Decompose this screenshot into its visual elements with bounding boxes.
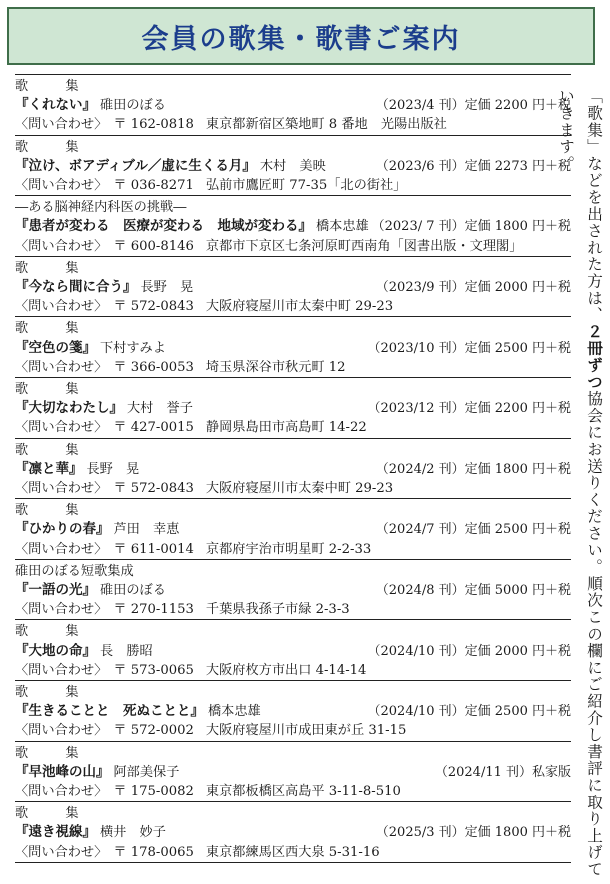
entry-zip: 〒 572-0843 <box>113 299 194 315</box>
entry-zip: 〒 611-0014 <box>113 541 194 557</box>
entry-category: 歌 集 <box>15 381 91 397</box>
entry-category: 歌 集 <box>15 624 91 640</box>
entry-title: 『今なら間に合う』 <box>15 278 137 295</box>
entry-title: 『凛と華』 <box>15 460 83 477</box>
entry-address: 弘前市鷹匠町 77-35「北の街社」 <box>205 177 407 193</box>
contact-label: 〈問い合わせ〉 <box>15 783 108 799</box>
note-text-2: 協会にお送りください。順次この欄にご紹介し書評に取り上げていきます。 <box>557 88 603 878</box>
entry-category: 歌 集 <box>15 745 91 761</box>
entry-zip: 〒 178-0065 <box>113 844 194 860</box>
book-entry <box>15 378 571 439</box>
entry-zip: 〒 162-0818 <box>113 117 194 133</box>
entry-address: 千葉県我孫子市緑 2-3-3 <box>205 602 350 618</box>
header-banner <box>7 7 595 65</box>
contact-label: 〈問い合わせ〉 <box>15 117 108 133</box>
entry-author: 碓田のぼる <box>100 582 166 598</box>
entry-title: 『生きることと 死ぬことと』 <box>15 703 204 720</box>
entry-date-price: （2024/10 刊）定価 2500 円＋税 <box>367 704 571 720</box>
page-title: 会員の歌集・歌書ご案内 <box>141 23 461 55</box>
note-emphasis: ２冊ずつ <box>585 323 603 391</box>
entry-category: 歌 集 <box>15 79 91 94</box>
entry-category: 歌 集 <box>15 260 91 276</box>
book-entry <box>15 196 571 257</box>
entry-author: 長野 晃 <box>86 461 140 477</box>
entry-title: 『一語の光』 <box>15 581 96 598</box>
entry-category: 歌 集 <box>15 139 91 155</box>
contact-label: 〈問い合わせ〉 <box>15 359 108 375</box>
entry-title: 『くれない』 <box>15 97 96 114</box>
entry-zip: 〒 036-8271 <box>113 177 194 193</box>
entry-author: 阿部美保子 <box>113 764 180 780</box>
book-entry <box>15 560 571 621</box>
book-entry <box>15 75 571 136</box>
contact-label: 〈問い合わせ〉 <box>15 238 108 254</box>
entry-address: 東京都新宿区築地町 8 番地 光陽出版社 <box>205 117 447 133</box>
entry-date-price: （2023/6 刊）定価 2273 円＋税 <box>375 158 571 174</box>
entry-author: 横井 妙子 <box>100 825 166 841</box>
entry-date-price: （2023/4 刊）定価 2200 円＋税 <box>375 98 571 114</box>
contact-label: 〈問い合わせ〉 <box>15 723 108 739</box>
entry-title: 『早池峰の山』 <box>15 763 110 780</box>
entry-title: 『ひかりの春』 <box>15 521 110 538</box>
entry-category: 歌 集 <box>15 684 91 700</box>
entry-zip: 〒 270-1153 <box>113 602 194 618</box>
entry-date-price: （2025/3 刊）定価 1800 円＋税 <box>375 825 571 841</box>
book-entry <box>15 620 571 681</box>
entry-author: 芦田 幸恵 <box>113 522 180 538</box>
entry-date-price: （2024/11 刊）私家版 <box>434 764 571 780</box>
book-entry <box>15 317 571 378</box>
entry-author: 橋本忠雄 <box>208 704 261 720</box>
entry-author: 長 勝昭 <box>100 643 153 659</box>
book-list <box>15 74 571 863</box>
book-entry <box>15 802 571 863</box>
entry-author: 橋本忠雄 <box>316 219 369 235</box>
entry-address: 京都市下京区七条河原町西南角「図書出版・文理閣」 <box>205 238 523 254</box>
entry-title: 『大地の命』 <box>15 642 96 659</box>
entry-author: 大村 誉子 <box>127 401 193 417</box>
entry-zip: 〒 572-0002 <box>113 723 194 739</box>
entry-date-price: （2024/7 刊）定価 2500 円＋税 <box>375 522 571 538</box>
contact-label: 〈問い合わせ〉 <box>15 662 108 678</box>
entry-category: 歌 集 <box>15 321 91 337</box>
entry-category: 歌 集 <box>15 806 91 822</box>
entry-author: 木村 美映 <box>259 158 326 174</box>
entry-author: 長野 晃 <box>140 279 194 295</box>
book-entry <box>15 136 571 197</box>
contact-label: 〈問い合わせ〉 <box>15 602 108 618</box>
entry-category: 歌 集 <box>15 503 91 519</box>
entry-address: 京都府宇治市明星町 2-2-33 <box>205 541 372 557</box>
contact-label: 〈問い合わせ〉 <box>15 177 108 193</box>
entry-date-price: （2023/ 7 刊）定価 1800 円＋税 <box>371 219 571 235</box>
entry-category: ―ある脳神経内科医の挑戦― <box>15 200 187 216</box>
entry-category: 碓田のぼる短歌集成 <box>15 563 134 579</box>
book-entry <box>15 439 571 500</box>
entry-address: 大阪府寝屋川市太秦中町 29-23 <box>205 480 394 496</box>
book-entry <box>15 681 571 742</box>
contact-label: 〈問い合わせ〉 <box>15 844 108 860</box>
entry-zip: 〒 427-0015 <box>113 420 194 436</box>
entry-address: 東京都板橋区高島平 3-11-8-510 <box>205 783 401 799</box>
entry-zip: 〒 175-0082 <box>113 783 194 799</box>
entry-title: 『患者が変わる 医療が変わる 地域が変わる』 <box>15 218 312 235</box>
entry-category: 歌 集 <box>15 442 91 458</box>
note-text-1: 「歌集」などを出された方は、 <box>585 88 603 324</box>
entry-address: 大阪府枚方市出口 4-14-14 <box>205 662 367 678</box>
entry-address: 東京都練馬区西大泉 5-31-16 <box>205 844 380 860</box>
contact-label: 〈問い合わせ〉 <box>15 299 108 315</box>
entry-date-price: （2024/2 刊）定価 1800 円＋税 <box>375 461 571 477</box>
entry-zip: 〒 573-0065 <box>113 662 194 678</box>
contact-label: 〈問い合わせ〉 <box>15 541 108 557</box>
entry-address: 大阪府寝屋川市太秦中町 29-23 <box>205 299 394 315</box>
book-entry <box>15 257 571 318</box>
entry-zip: 〒 572-0843 <box>113 480 194 496</box>
entry-author: 碓田のぼる <box>100 98 166 114</box>
entry-address: 静岡県島田市高島町 14-22 <box>205 420 367 436</box>
entry-date-price: （2023/9 刊）定価 2000 円＋税 <box>375 279 571 295</box>
entry-author: 下村すみよ <box>100 340 166 356</box>
entry-zip: 〒 600-8146 <box>113 238 194 254</box>
entry-address: 埼玉県深谷市秋元町 12 <box>205 359 346 375</box>
contact-label: 〈問い合わせ〉 <box>15 420 108 436</box>
entry-title: 『空色の箋』 <box>15 339 96 356</box>
submission-note <box>557 88 608 878</box>
entry-date-price: （2023/12 刊）定価 2200 円＋税 <box>367 401 571 417</box>
entry-address: 大阪府寝屋川市成田東が丘 31-15 <box>205 723 407 739</box>
book-entry <box>15 499 571 560</box>
entry-title: 『泣け、ボアディブル／虚に生くる月』 <box>15 157 256 174</box>
entry-date-price: （2023/10 刊）定価 2500 円＋税 <box>367 340 571 356</box>
entry-date-price: （2024/8 刊）定価 5000 円＋税 <box>375 582 571 598</box>
book-entry <box>15 742 571 803</box>
entry-zip: 〒 366-0053 <box>113 359 194 375</box>
entry-title: 『遠き視線』 <box>15 824 96 841</box>
contact-label: 〈問い合わせ〉 <box>15 480 108 496</box>
entry-title: 『大切なわたし』 <box>15 400 123 417</box>
entry-date-price: （2024/10 刊）定価 2000 円＋税 <box>367 643 571 659</box>
